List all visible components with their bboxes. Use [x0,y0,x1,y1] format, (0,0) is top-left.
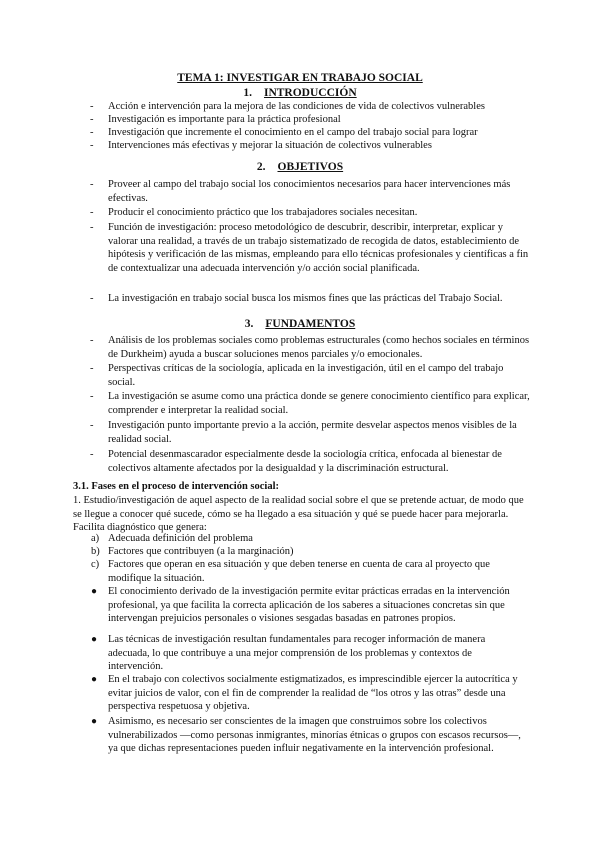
dash-marker: - [90,363,94,374]
list-item: - Análisis de los problemas sociales como problemas estructurales (como hechos sociales en términos de Durkheim) ayuda a buscar soluciones menos parciales y/o emocionales. [90,335,530,360]
bullet-icon: ● [91,716,98,727]
list-item: - Acción e intervención para la mejora de las condiciones de vida de colectivos vulnerables [90,101,485,112]
list-item: - Intervenciones más efectivas y mejorar la situación de colectivos vulnerables [90,140,432,151]
bullet-item: ● En el trabajo con colectivos socialmente estigmatizados, es imprescindible ejercer la autocrítica y evitar juicios de valor, con el fin de comprender la realidad de “los otros y las otras” desde una perspectiva respetuosa y objetiva. [91,674,518,713]
list-item: - Proveer al campo del trabajo social los conocimientos necesarios para hacer intervenciones más efectivas. [90,179,511,204]
dash-marker: - [90,140,94,151]
dash-marker: - [90,114,94,125]
section-title: FUNDAMENTOS [265,318,356,330]
dash-marker: - [90,101,94,112]
dash-marker: - [90,127,94,138]
section-number: 3. [244,318,254,330]
section-heading-introduccion [0,87,600,100]
list-item: - Investigación es importante para la práctica profesional [90,114,341,125]
list-item: - Producir el conocimiento práctico que los trabajadores sociales necesitan. [90,207,418,218]
bullet-item: ● Asimismo, es necesario ser conscientes de la imagen que construimos sobre los colectivos vulnerabilizados —como personas inmigrantes, minorías étnicas o grupos con escasos recursos—, ya que dichas representaciones pueden influir negativamente en la intervención profesional. [91,716,521,755]
section-heading-fundamentos [0,318,600,331]
paragraph: 1. Estudio/investigación de aquel aspecto de la realidad social sobre el que se pretende actuar, de modo que se llegue a conocer qué sucede, cómo se ha llegado a esa situación y qué se puede hacer para mejorarla. Facilita diagnóstico que genera: [73,495,524,534]
bullet-item: ● El conocimiento derivado de la investigación permite evitar prácticas erradas en la intervención profesional, ya que facilita la correcta aplicación de los saberes a situaciones concretas sin que intervengan prejuicios personales o visiones sesgadas basadas en patrones propios. [91,586,510,625]
section-number: 2. [256,161,266,173]
list-item: - Potencial desenmascarador especialmente desde la sociología crítica, enfocada al bienestar de colectivos altamente afectados por la desigualdad y la discriminación estructural. [90,449,502,474]
dash-marker: - [90,179,94,190]
list-item: - La investigación se asume como una práctica donde se genere conocimiento científico para explicar, comprender e interpretar la realidad social. [90,391,530,416]
dash-marker: - [90,293,94,304]
list-item: - Perspectivas críticas de la sociología, aplicada en la investigación, útil en el campo del trabajo social. [90,363,504,388]
bullet-item: ● Las técnicas de investigación resultan fundamentales para recoger información de manera adecuada, lo que contribuye a una mejor comprensión de los problemas y contextos de intervención. [91,634,486,673]
bullet-icon: ● [91,674,98,685]
list-item: - Investigación punto importante previo a la acción, permite desvelar aspectos menos visibles de la realidad social. [90,420,517,445]
list-item: - Función de investigación: proceso metodológico de descubrir, describir, interpretar, explicar y valorar una realidad, a través de un trabajo sistematizado de recogida de datos, establecimiento de hipótesis y verificación de las mismas, empleando para ello técnicas profesionales y científicas a fin de contextualizar una adecuada intervención y/o acción social planificada. [90,222,529,274]
dash-marker: - [90,420,94,431]
dash-marker: - [90,449,94,460]
dash-marker: - [90,222,94,233]
section-title: INTRODUCCIÓN [263,87,357,99]
dash-marker: - [90,207,94,218]
subsection-heading: 3.1. Fases en el proceso de intervención social: [73,481,279,492]
section-heading-objetivos [0,161,600,174]
section-title: OBJETIVOS [277,161,344,173]
dash-marker: - [90,391,94,402]
ordered-item: b) Factores que contribuyen (a la marginación) [91,546,294,557]
bullet-icon: ● [91,634,98,645]
ordered-item: a) Adecuada definición del problema [91,533,253,544]
ordered-marker: a) [91,533,100,544]
ordered-marker: b) [91,546,100,557]
list-item: - La investigación en trabajo social busca los mismos fines que las prácticas del Trabajo Social. [90,293,503,304]
document-title: TEMA 1: INVESTIGAR EN TRABAJO SOCIAL [177,72,423,84]
ordered-marker: c) [91,559,100,570]
bullet-icon: ● [91,586,98,597]
ordered-item: c) Factores que operan en esa situación y que deben tenerse en cuenta de cara al proyecto que modifique la situación. [91,559,490,584]
dash-marker: - [90,335,94,346]
list-item: - Investigación que incremente el conocimiento en el campo del trabajo social para lograr [90,127,478,138]
section-number: 1. [243,87,252,99]
